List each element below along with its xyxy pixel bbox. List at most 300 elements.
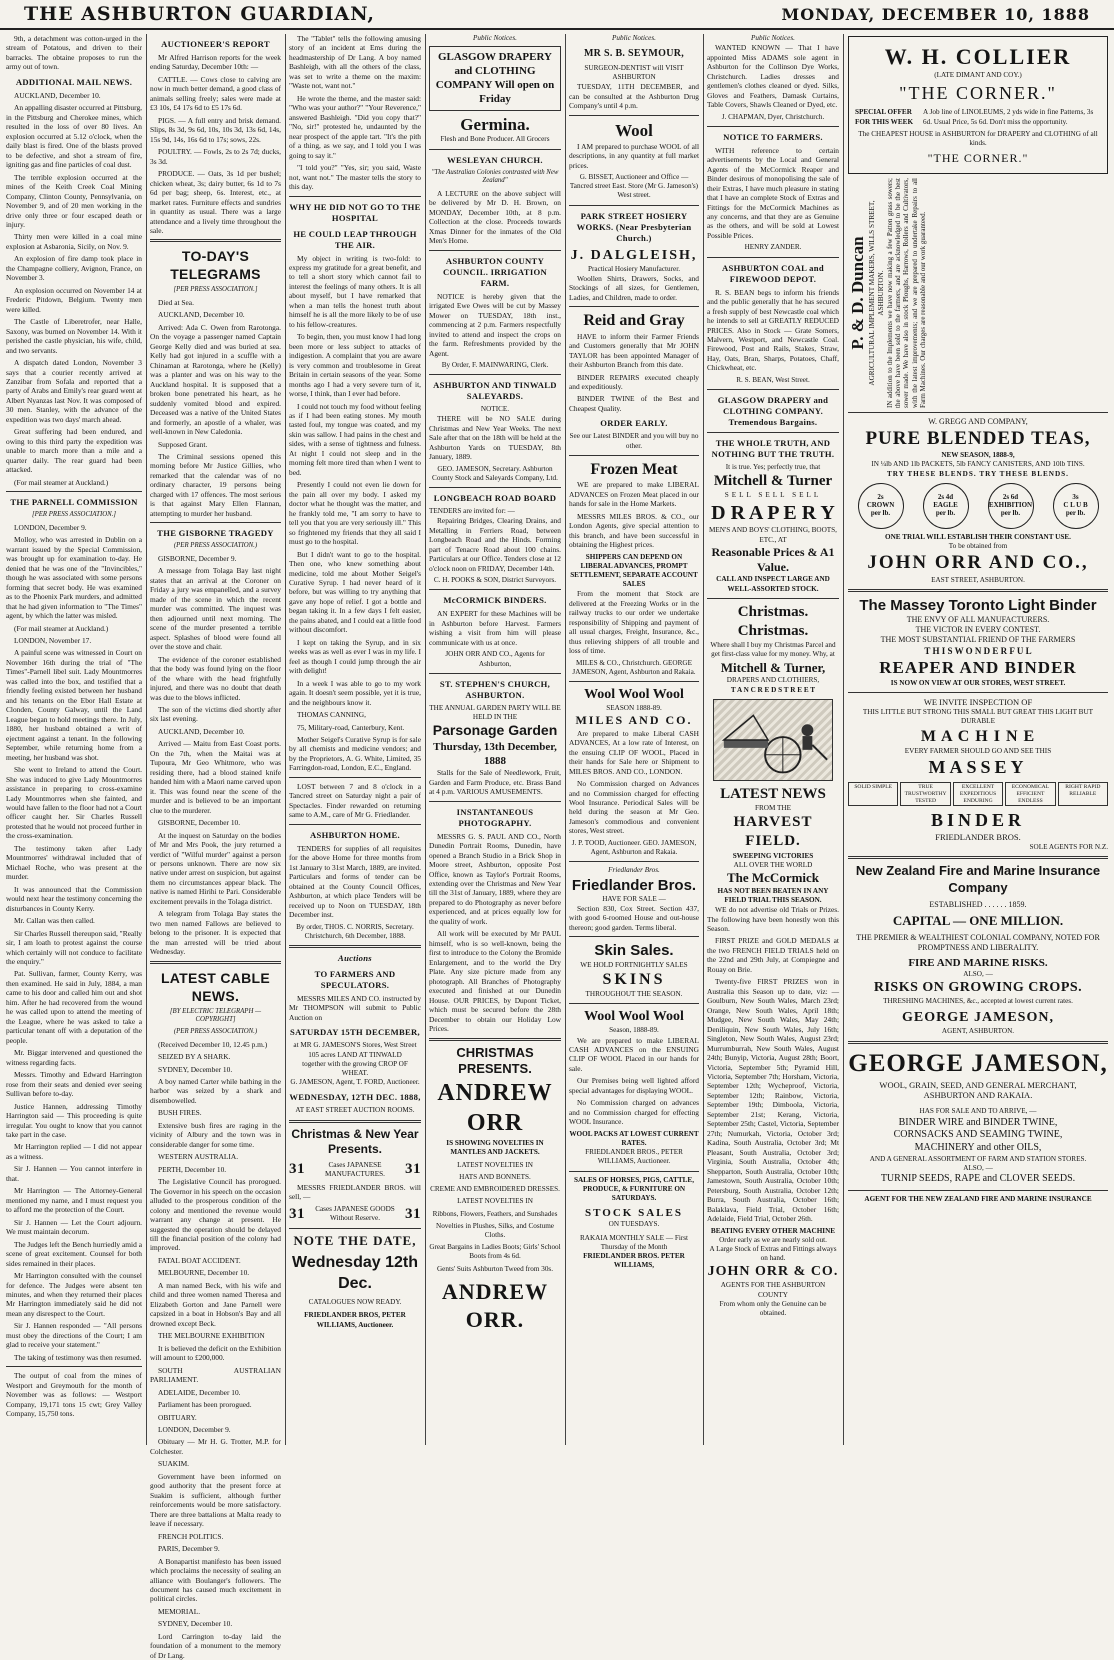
divider	[429, 250, 561, 251]
cornsacks-line: CORNSACKS AND SEAMING TWINE,	[893, 1129, 1063, 1141]
tea-price-stamp	[858, 483, 904, 529]
frozen-meat-body-2: MESSRS MILES BROS. & CO., our London Agents, give special attention to this branch, and have been successful in obtaining the Highest prices.	[569, 511, 699, 550]
mail-paragraph: Thirty men were killed in a coal mine explosion at Asbaronia, Sicily, on Nov. 9.	[6, 232, 142, 251]
st-stephens-heading: ST. STEPHEN'S CHURCH, ASHBURTON.	[439, 678, 551, 700]
cable-paragraph: A Bonapartist manifesto has been issued which proclaims the necessity of sealing an alliance with Boulanger's followers. The document has caused much excitement in political circles.	[150, 1556, 281, 1604]
mccormick-binders-sign: JOHN ORR AND CO., Agents for Ashburton,	[445, 650, 545, 668]
divider	[6, 491, 142, 492]
parnell-paragraph: LONDON, December 9.	[14, 522, 87, 532]
story-body	[289, 34, 421, 192]
stock-sales-sub: ON TUESDAYS.	[608, 1220, 660, 1229]
telegrams-sub: [PER PRESS ASSOCIATION.]	[173, 286, 258, 294]
john-orr-co: JOHN ORR AND CO.,	[867, 552, 1089, 574]
divider	[569, 861, 699, 862]
reasonable-line: Reasonable Prices & A1 Value.	[711, 544, 835, 575]
sales-line: SALES OF HORSES, PIGS, CATTLE, PRODUCE, & FURNITURE ON SATURDAYS.	[573, 1175, 695, 1203]
gisborne-sub: (PER PRESS ASSOCIATION.)	[173, 542, 258, 550]
tea-price-stamp	[1053, 483, 1099, 529]
one-trial: ONE TRIAL WILL ESTABLISH THEIR CONSTANT USE.	[885, 532, 1071, 541]
special-offer-label: SPECIAL OFFER FOR THIS WEEK	[855, 108, 914, 126]
cable-paragraph: A man named Beck, with his wife and child and three women named Theresa and Elizabeth Gorton and Jane Parnell were capsized in a boat in Hobson's Bay and all drowned except Beck.	[150, 1280, 281, 1328]
beaten-line: HAS NOT BEEN BEATEN IN ANY FIELD TRIAL THIS SEASON.	[717, 886, 829, 904]
massey-title: The Massey Toronto Light Binder	[859, 596, 1097, 614]
saleyards-heading: ASHBURTON AND TINWALD SALEYARDS.	[433, 380, 557, 402]
parnell-paragraph: Mr Harrington consulted with the counsel for defence. The Judges were absent ten minutes, and when they returned their places Mr Harrington immediately said he did not mean any disrespect to the Court.	[6, 1271, 142, 1318]
st-stephens-sub: THE ANNUAL GARDEN PARTY WILL BE HELD IN THE	[429, 703, 561, 721]
divider	[429, 801, 561, 802]
stamp-top: 3s	[1072, 493, 1079, 502]
sweeping-line: SWEEPING VICTORIES	[732, 851, 814, 860]
turnip-line: TURNIP SEEDS, RAPE and CLOVER SEEDS.	[880, 1173, 1076, 1185]
friedlander-label: Friedlander Bros.	[608, 866, 660, 875]
divider	[289, 1228, 421, 1229]
auctioneer-heading: AUCTIONEER'S REPORT	[161, 39, 270, 49]
machine-title: M A C H I N E	[920, 727, 1036, 745]
packets-line: IN ¼lb AND 1lb PACKETS, 5lb FANCY CANISTERS, AND 10lb TINS.	[871, 460, 1085, 469]
collier-sub: (LATE DIMANT AND COY.)	[934, 71, 1022, 80]
order-early: ORDER EARLY.	[600, 418, 668, 429]
parnell-paragraph: The testimony taken after Lady Mountmorres' withdrawal included that of Michael Roche, who was present at the murder.	[6, 843, 142, 882]
county-body: NOTICE is hereby given that the irrigated Ewe Owes will be cut by Massey Mower on TUESDAY, 18th inst., commencing at 2 p.m. Farmers respectfully invited to attend and inspect the crops on the farm. Refreshments provided by the Agent.	[429, 291, 561, 358]
column-5	[569, 34, 699, 1445]
cable-sub: [BY ELECTRIC TELEGRAPH — COPYRIGHT]	[169, 1007, 262, 1024]
cable-paragraph: Government have been informed on good authority that the present force at Suakim is sufficient, although further reinforcements would be more satisfactory. There are three battalions at Malta ready to leave if necessary.	[150, 1471, 281, 1529]
miles-title: MILES AND CO.	[575, 713, 693, 728]
christmas-presents-heading: CHRISTMAS PRESENTS.	[456, 1044, 534, 1077]
xmas-presents-heading: Christmas & New Year Presents.	[291, 1126, 419, 1157]
little-line: THIS LITTLE BUT STRONG THIS SMALL BUT GREAT THIS LIGHT BUT DURABLE	[862, 708, 1094, 726]
andrew-orr-line: Gents' Suits Ashburton Tweed from 30s.	[436, 1264, 554, 1273]
christmas-title: Christmas. Christmas.	[737, 603, 809, 640]
gisborne-paragraph: AUCKLAND, December 10.	[158, 726, 245, 736]
cable-paragraph: Obituary — Mr H. G. Trotter, M.P. for Colchester.	[150, 1437, 281, 1456]
also-line-2: ALSO, —	[963, 1164, 993, 1173]
county-heading: ASHBURTON COUNTY COUNCIL. IRRIGATION FARM.	[443, 255, 547, 288]
andrew-orr-title: ANDREW ORR	[437, 1079, 553, 1137]
mail-paragraph: An appalling disaster occurred at Pittsburg, in the Pittsburg and Cherokee mines, which resulted in the loss of over 80 lives. An explosion occurred at 5.12 o'clock, when the daily blast is fired. One of the blasts proved to be defective, and shot a stream of fire, igniting gas and fine particles of coal dust.	[6, 103, 142, 170]
order-line: Order early as we are nearly sold out.	[719, 1235, 827, 1244]
divider	[429, 1038, 561, 1041]
risks-line: RISKS ON GROWING CROPS.	[873, 980, 1083, 996]
longbeach-sign: C. H. POOKS & SON, District Surveyors.	[433, 576, 557, 585]
lost-notice: LOST between 7 and 8 o'clock in a Tancred street on Saturday night a pair of Spectacles. Finder rewarded on returning same to A.M., care of Mr G. Friedlander.	[289, 781, 421, 820]
mens-line: MEN'S AND BOYS' CLOTHING, BOOTS, ETC., AT	[709, 526, 837, 544]
wonderful-line: T H I S W O N D E R F U L	[924, 645, 1032, 656]
massey-qualities	[848, 782, 1108, 806]
mccormick-title: The McCormick	[726, 869, 820, 885]
divider	[707, 389, 839, 390]
shippers-line: SHIPPERS CAN DEPEND ON LIBERAL ADVANCES, PROMPT SETTLEMENT, SEPARATE ACCOUNT SALES	[570, 552, 698, 589]
corner-title-2: "THE CORNER."	[927, 151, 1029, 166]
wool-packs: WOOL PACKS AT LOWEST CURRENT RATES.	[569, 1129, 699, 1147]
cable-paragraph: PERTH, December 10.	[158, 1164, 227, 1174]
first-prize-body: FIRST PRIZE and GOLD MEDALS at the two FRENCH FIELD TRIALS held on the 22nd and 29th July, at Compiegne and Rouay on Brie.	[707, 936, 839, 974]
reaper-machine-icon	[714, 700, 832, 780]
victor-line: THE VICTOR IN EVERY CONTEST.	[915, 625, 1041, 635]
hospital-paragraph: Presently I could not even lie down for the pain all over my body. I asked my doctor what he thought was the matter, and he frankly told me, "I am sorry to have to tell you that you are very seriously ill." This so frightened my friends that they all said I must go to the hospital.	[289, 480, 421, 547]
column-4	[429, 34, 561, 1445]
lot-label: Cases JAPANESE GOODS Without Reserve.	[315, 1204, 395, 1223]
wesleyan-sub: "The Australian Colonies contrasted with New Zealand"	[431, 168, 559, 185]
bean-sign: R. S. BEAN, West Street.	[736, 375, 810, 384]
frozen-meat-body: WE are prepared to make LIBERAL ADVANCES on Frozen Meat placed in our hands for sale in the Home Markets.	[569, 480, 699, 509]
parnell-paragraph: Mr. Callan was then called.	[14, 916, 95, 926]
auctioneer-paragraph: Mr Alfred Harrison reports for the week ending Saturday, December 10th: —	[150, 53, 281, 72]
hospital-subheading: HE COULD LEAP THROUGH THE AIR.	[293, 228, 417, 250]
view-line: IS NOW ON VIEW AT OUR STORES, WEST STREET.	[890, 678, 1066, 687]
cable-paragraph: SYDNEY, December 10.	[158, 1064, 233, 1074]
hospital-paragraph: I kept on taking the Syrup, and in six weeks was as well as ever I was in my life. I feel as though I could jump through the air with delight!	[289, 637, 421, 676]
merchant-line: WOOL, GRAIN, SEED, AND GENERAL MERCHANT,	[879, 1079, 1077, 1090]
mail-paragraph: (For mail steamer at Auckland.)	[14, 477, 109, 487]
gisborne-paragraph: A telegram from Tolaga Bay states the two men named Fallows are believed to belong to the prisoner. It is expected that the man arrested will be tried about Wednesday.	[150, 909, 281, 957]
friedlander-body: Section 830, Cox Street. Section 437, with good 6-roomed House and out-house thereon; good garden. Terms liberal.	[569, 903, 699, 932]
cable-paragraph: (Received December 10, 12.45 p.m.)	[158, 1039, 268, 1049]
andrew-orr-line: LATEST NOVELTIES IN	[457, 1197, 533, 1206]
public-notices-label: Public Notices.	[751, 34, 795, 42]
cable-paragraph: ADELAIDE, December 10.	[158, 1387, 241, 1397]
substantial-line: THE MOST SUBSTANTIAL FRIEND OF THE FARMERS	[880, 635, 1076, 645]
cable-paragraph: SUAKIM.	[158, 1459, 190, 1469]
from-the: FROM THE	[754, 803, 791, 812]
parnell-paragraph: Molloy, who was arrested in Dublin on a warrant issued by the Special Commission, was brought up for examination to-day. He denied that he was one of the "Invincibles," though he was associated with some persons forming that secret body. He was examined as to the Phoenix Park murders, and admitted that he had given information to "The Times" agent, by which the latter was misled.	[6, 535, 142, 621]
stamp-bot: per lb.	[870, 508, 891, 517]
drapers-line: DRAPERS AND CLOTHIERS,	[726, 676, 820, 685]
home-heading: ASHBURTON HOME.	[310, 829, 400, 840]
home-signature: By order, THOS. C. NORRIS, Secretary. Christchurch, 6th December, 1888.	[296, 922, 414, 940]
divider	[569, 306, 699, 307]
gisborne-paragraph: A message from Tolaga Bay last night states that an arrival at the Coroner on Friday a jury was empanelled, and a survey made of the scene in which the recent murder was committed. The inquest was then adjourned until next morning. The scene of the murder presented a terrible aspect. Splashes of blood were found all over the stove and chair.	[150, 566, 281, 652]
divider	[569, 936, 699, 937]
lot-count: 31	[289, 1205, 305, 1222]
andrew-orr-line: Novelties in Plushes, Silks, and Costume Cloths.	[436, 1221, 554, 1239]
seigel-note: Mother Seigel's Curative Syrup is for sale by all chemists and medicine vendors; and by the Proprietors, A. G. White, Limited, 35 Farringdon-road, London, E.C., England.	[289, 735, 421, 773]
divider	[289, 945, 421, 948]
auctioneer-paragraph: PIGS. — A full entry and brisk demand. Slips, 8s 3d, 9s 6d, 10s, 10s 3d, 13s 6d, 14s, 15s 9d, 14s, 16s 6d to 17s; sows, 22s.	[150, 115, 281, 144]
column-1	[6, 34, 142, 1445]
john-orr-end: From whom only the Genuine can be obtained.	[719, 1299, 827, 1317]
ashburton-rakaia-line: ASHBURTON AND RAKAIA.	[923, 1090, 1033, 1101]
divider	[289, 824, 421, 825]
divider	[289, 1120, 421, 1123]
column-rule	[843, 34, 844, 1445]
notice-farmers-body: WITH reference to certain advertisements by the Local and General Agents of the McCormick Reaper and Binder desirous of monopolising the sale of their Extras, I have much pleasure in stating that I have an complete Stock of Extras and Fittings for the McCormick Machines as any concerns, and that they are as Genuine as the others, and will be sold at Lowest Possible Prices.	[707, 145, 839, 240]
tancred-line: T A N C R E D S T R E E T	[730, 685, 816, 694]
skin-sales-sub-2: THROUGHOUT THE SEASON.	[585, 990, 683, 999]
andrew-orr-lines	[429, 1161, 561, 1274]
intro-paragraph: 9th, a detachment was cotton-urged in the stream of Potatous, and driven to their barracks. The obtaine proposes to run the army out of town.	[6, 34, 142, 72]
agent-line: AGENT, ASHBURTON.	[941, 1027, 1015, 1036]
skin-sales-title: Skin Sales.	[594, 942, 674, 960]
note-the-date: NOTE THE DATE,	[293, 1232, 417, 1248]
auctioneer-paragraph: CATTLE. — Cows close to calving are now in much better demand, a good class of animals selling freely; sales were made at £3 10s, £4 17s 6d to £5 17s 6d.	[150, 74, 281, 113]
public-notices-label: Public Notices.	[473, 34, 517, 42]
andrew-orr-footer: ANDREW ORR.	[441, 1278, 549, 1332]
hospital-body	[289, 254, 421, 733]
divider	[569, 205, 699, 206]
stamp-bot: per lb.	[1065, 508, 1086, 517]
miles-sign: J. P. TOOD, Auctioneer. GEO. JAMESON, Agent, Ashburton and Rakaia.	[571, 838, 697, 857]
coal-output: The output of coal from the mines of Westport and Greymouth for the month of November was as follows: — Westport Company, 19,171 tons 15 cwt; Grey Valley Company, 15,750 tons.	[6, 1371, 142, 1419]
lot-count: 31	[289, 1161, 305, 1178]
divider	[429, 487, 561, 488]
saleyards-sign: GEO. JAMESON, Secretary. Ashburton County Stock and Saleyards Company, Ltd.	[432, 464, 558, 482]
parnell-paragraph: LONDON, November 17.	[14, 636, 92, 645]
john-orr-title: JOHN ORR & CO.	[707, 1264, 839, 1280]
divider	[707, 598, 839, 599]
whole-truth: THE WHOLE TRUTH, AND NOTHING BUT THE TRUTH.	[711, 438, 835, 460]
parnell-paragraph: Sir Charles Russell thereupon said, "Really sir, I am loath to protest against the course which certainly will not conduce to facilitate the enquiry."	[6, 928, 142, 966]
cable-paragraph: PARIS, December 9.	[158, 1544, 220, 1554]
established-line: ESTABLISHED . . . . . . 1859.	[929, 899, 1027, 909]
parnell-paragraph: Sir J. Hannen responded — "All persons must obey the directions of the Court; I am glad to receive your statement."	[6, 1321, 142, 1350]
rakaia-line: RAKAIA MONTHLY SALE — First Thursday of the Month	[579, 1233, 689, 1251]
column-2	[150, 34, 281, 1660]
cable-paragraph: LONDON, December 9.	[158, 1424, 231, 1434]
andrew-orr-line: Great Bargains in Ladies Boots; Girls' School Boots from 4s 6d.	[429, 1243, 561, 1261]
county-sign: By Order, F. MAINWARING, Clerk.	[441, 360, 549, 369]
cable-paragraph: Extensive bush fires are raging in the vicinity of Albury and the town was in considerable danger for some time.	[150, 1120, 281, 1149]
fire-marine-line: FIRE AND MARINE RISKS.	[908, 957, 1048, 970]
divider	[150, 961, 281, 964]
every-farmer-line: EVERY FARMER SHOULD GO AND SEE THIS	[904, 746, 1052, 755]
divider	[848, 856, 1108, 859]
auctions-date: SATURDAY 15TH DECEMBER,	[289, 1027, 420, 1038]
george-jameson-small: GEORGE JAMESON,	[902, 1010, 1054, 1026]
gisborne-body	[150, 554, 281, 957]
special-offer-row	[855, 108, 1101, 126]
dalgleish-title: J. DALGLEISH,	[570, 247, 698, 263]
seymour-sub: SURGEON-DENTIST will VISIT ASHBURTON	[584, 64, 684, 82]
gregg-line: W. GREGG AND COMPANY,	[928, 416, 1028, 426]
telegram-paragraph: Died at Sea.	[158, 297, 194, 307]
mail-paragraph: A dispatch dated London, November 3 says that a courier recently arrived at Zanzibar from Sofala and reported that a party of Arabs and Emily's rear guard went at Albert Nyanzas last Nov. It was composed of 30 men. Stanley, with the advance of the expedition was two days' march ahead.	[6, 358, 142, 424]
auctions-body: MESSRS MILES AND CO. instructed by Mr THOMPSON will submit to Public Auction on	[289, 993, 422, 1022]
home-body: TENDERS for supplies of all requisites for the above Home for three months from 1st January to 31st March, 1889, are invited. Particulars and forms of tender can be obtained at the County Council Offices, Ashburton, at which place Tenders will be received up to Noon on TUESDAY, 18th December inst.	[289, 843, 421, 920]
parnell-sub: [PER PRESS ASSOCIATION.]	[31, 511, 116, 519]
photography-body: MESSRS G. S. PAUL AND CO., North Dunedin Portrait Rooms, Dunedin, have opened a Branch Studio in a Brick Shop in Moore street, Ashburton, opposite Post Office, known as Taylor's Portrait Rooms, extending over the Christmas and New Year till the 31st of January, 1889, where they are prepared to do Photography as never before experienced, and at prices equally low for the quality of work.	[429, 831, 561, 926]
cable-paragraph: SYDNEY, December 10.	[158, 1619, 233, 1629]
mail-paragraph: An explosion occurred on November 14 at Frederic Pitdown, Belgium. Twenty men were killed.	[6, 285, 142, 314]
parnell-paragraph: Sir J. Hannen — You cannot interfere in that.	[6, 1164, 142, 1183]
seymour-title: MR S. B. SEYMOUR,	[583, 48, 685, 60]
twenty-five-body: Twenty-five FIRST PRIZES won in Australia this Season up to date, viz: — Goulburn, New South Wales, March 23rd; Orange, New South Wales, April 18th; Mudgee, New South Wales, May 24th; Deniliquin, New South Wales, July 16th; Singleton, New South Wales, August 23rd; Murrumburrah, New South Wales, August 24th; Bunyip, Victoria, August 28th; Boort, Victoria, September 5th; Pyramid Hill, Victoria, September 7th; Horsham, Victoria, September 12th; Wycheproof, Victoria, September 12th; Rainbow, Victoria, September 19th; Dimboola, Victoria, September 21st; Kerang, Victoria, September 25th; Castel, Victoria, September 27th; Numurkah, Victoria, October 3rd; Kadina, South Australia, October 3rd; Mt Pleasant, South Australia, October 3rd; Virginia, South Australia, October 4th; Shepparton, South Australia, October 10th; Jamestown, South Australia, October 10th; Petersburg, South Australia, October 12th; Burra, South Australia, October 16th; Balaklava, Field Trial, October 16th; Adelaide, Field Trial, October 26th.	[707, 977, 839, 1224]
gisborne-paragraph: Arrived — Maitu from East Coast ports. On the 7th, when the Maitai was at Tupoura, Mr Geo Whitmore, who was residing there, had a blood stained knife handed him with a Maori name carved upon it. This was found near the scene of the murder and is believed to be an important clue to the murderer.	[150, 739, 281, 815]
capital-line: CAPITAL — ONE MILLION.	[892, 912, 1064, 928]
where-line: Where shall I buy my Christmas Parcel and get first-class value for my money. Why, at	[710, 641, 836, 659]
notice-farmers-sign: HENRY ZANDER.	[744, 243, 802, 252]
xmas-body: MESSRS FRIEDLANDER BROS. will sell, —	[289, 1182, 421, 1202]
friedlander-line: FRIEDLANDER BROS.	[935, 832, 1021, 843]
divider	[150, 522, 281, 523]
germina-title: Germina.	[460, 114, 530, 134]
mail-paragraph: The Castle of Liberetrofer, near Halle, Saxony, was burned on November 14. With it perished the castle physician, his wife, child, and two servants.	[6, 317, 142, 355]
wanted-sign: J. CHAPMAN, Dyer, Christchurch.	[721, 112, 825, 121]
divider	[569, 115, 699, 116]
lot-label: Cases JAPANESE MANUFACTURES.	[325, 1160, 385, 1178]
parnell-paragraph: (For mail steamer at Auckland.)	[14, 623, 109, 633]
cable-paragraph: WESTERN AUSTRALIA.	[158, 1152, 239, 1162]
public-notices-label: Public Notices.	[612, 34, 656, 42]
lot-count: 31	[405, 1205, 421, 1222]
mail-paragraph: Great suffering had been endured, and owing to this third party the expedition was unable to march more than a mile and a quarter daily. The rear guard had been attacked.	[6, 427, 142, 475]
duncan-body: IN addition to the Implements we have now making a few Patten grass sowers; the above have been sold to the farmers, and are acknowledged to be the best sower made. We have also in stock Ploughs, Harrows, Rollers and Cultivators, with the latest improvements; and we are prepared to undertake Repairs to all Farm Machines. Our charges are reasonable and our work guaranteed.	[885, 177, 928, 408]
stamp-top: 2s 4d	[937, 493, 954, 502]
gisborne-heading: THE GISBORNE TRAGEDY	[157, 528, 274, 539]
andrew-orr-line: LATEST NOVELTIES IN	[457, 1160, 533, 1169]
east-street-line: AT EAST STREET AUCTION ROOMS.	[295, 1106, 415, 1115]
telegram-paragraph: AUCKLAND, December 10.	[158, 310, 245, 320]
divider	[848, 589, 1108, 592]
divider	[6, 1366, 142, 1367]
parsonage-title: Parsonage Garden	[432, 722, 558, 739]
binder-word: BINDER	[930, 810, 1025, 831]
column-3	[289, 34, 421, 1445]
hospital-paragraph: In a week I was able to go to my work again. It doesn't seem possible, yet it is true, and the neighbours know it.	[289, 678, 421, 707]
parnell-paragraph: The Judges left the Bench hurriedly amid a scene of great excitement. Counsel for both sides remained in their places.	[6, 1239, 142, 1268]
miles-body-2: No Commission charged on Advances and no Commission charged for effecting Wool Insurance. Periodical Sales will be held during the season at Mr Geo. Jameson's commodious and convenient stores, West street.	[569, 779, 699, 836]
cable-paragraph: The Legislative Council has prorogued. The Governor in his speech on the occasion alluded to the prosperous condition of the colony and mentioned the revenue would warrant any change at present. He suggested the operation should be delayed till the financial position of the colony had improved.	[150, 1177, 281, 1253]
gisborne-paragraph: The son of the victims died shortly after six last evening.	[150, 704, 281, 724]
dalgleish-sub: Practical Hosiery Manufacturer.	[587, 264, 680, 273]
frozen-meat-title: Frozen Meat	[590, 460, 678, 478]
invite-line: WE INVITE INSPECTION OF	[923, 697, 1033, 708]
cable-paragraph: OBITUARY.	[158, 1412, 197, 1422]
prep-body-2: Our Premises being well lighted afford special advantages for displaying WOOL.	[569, 1076, 699, 1095]
divider	[429, 374, 561, 375]
notice-farmers-heading: NOTICE TO FARMERS.	[723, 131, 823, 142]
longbeach-body: Repairing Bridges, Clearing Drains, and Metalling in Ferriers Road, between Longbeach Road and the Hinds. Forming part of Tenacre Road about 100 chains. Particulars at our Office. Tenders close at 12 o'clock noon on FRIDAY, December 14th.	[429, 516, 561, 573]
threshing-line: THRESHING MACHINES, &c., accepted at lowest current rates.	[883, 997, 1073, 1006]
massey-quality: ECONOMICAL EFFICIENT ENDLESS	[1005, 782, 1055, 806]
massey-word: MASSEY	[928, 757, 1028, 778]
mail-news-heading: ADDITIONAL MAIL NEWS.	[15, 76, 133, 87]
germina-sub: Flesh and Bone Producer. All Grocers	[440, 135, 550, 144]
wool-sign: G. BISSET, Auctioneer and Office — Tancred street East. Store (Mr G. Jameson's) West street.	[569, 173, 699, 200]
harvest-field-title: HARVEST FIELD.	[733, 814, 813, 850]
divider	[569, 455, 699, 456]
corner-title: "THE CORNER."	[899, 83, 1057, 104]
latest-news-title: LATEST NEWS	[720, 785, 826, 802]
cable-heading: LATEST CABLE NEWS.	[160, 969, 271, 1004]
wool-packs-sign: FRIEDLANDER BROS., PETER WILLIAMS, Auctioneer.	[585, 1148, 683, 1166]
we-do-body: WE do not advertise old Trials or Prizes. The following have been honestly won this Season.	[707, 905, 839, 933]
cable-paragraph: Lord Carrington to-day laid the foundation of a monument to the memory of Dr Lang.	[150, 1631, 281, 1660]
parsonage-date: Thursday, 13th December, 1888	[433, 741, 557, 768]
twine-line: BINDER WIRE and BINDER TWINE,	[898, 1116, 1058, 1128]
drapery-title: D R A P E R Y	[711, 501, 835, 524]
andrew-orr-line: HATS AND BONNETS.	[459, 1172, 531, 1181]
season-line: SEASON 1888-89.	[606, 704, 662, 713]
divider	[150, 239, 281, 242]
telegram-paragraph: Arrived: Ada C. Owen from Rarotonga. On the voyage a passenger named Captain George Kelly died and was buried at sea. Kelly had got injured in a scuffle with a Chinaman at Rarotonga, where he (Kelly) was a planter and was on his way to the Auckland hospital. It is supposed that a broken bone penetrated his heart, as he suddenly vomited blood and expired. Deceased was a native of the United States and formerly, an apostle of a whaler, was well-known in New Caledonia.	[150, 322, 281, 437]
duncan-title: P. & D. Duncan	[848, 236, 867, 350]
cable-body	[150, 1040, 281, 1660]
divider	[848, 1190, 1108, 1191]
mitchell-turner-title: Mitchell & Turner	[713, 473, 833, 490]
auctioneer-paragraph: POULTRY. — Fowls, 2s to 2s 7d; ducks, 3s 3d.	[150, 147, 281, 166]
auctioneer-paragraph: PRODUCE. — Oats, 3s 1d per bushel; chicken wheat, 3s; dairy butter, 6s 1d to 7s 6d per bag; sheep, 6s. Interest, etc., at market rates. Furniture effects and sundries in quantity as usual. There was a large attendance and a lively time throughout the sale.	[150, 169, 281, 235]
parnell-paragraph: Mr Harrington replied — I did not appear as a witness.	[6, 1142, 142, 1161]
saleyards-body: THERE will be NO SALE during Christmas and New Year Weeks. The next Sale after that on the 18th will be held at the Ashburton Yards on TUESDAY, 8th January, 1889.	[429, 414, 561, 462]
john-orr-address: EAST STREET, ASHBURTON.	[931, 575, 1025, 584]
story-paragraph: The "Tablet" tells the following amusing story of an incident at Ems during the headmastership of Dr Lang. A boy named Bashleigh, with all the others of the class, was set to write a theme on the maxim: "Waste not, want not."	[289, 34, 421, 91]
sell-line: SELL SELL SELL	[724, 491, 822, 500]
divider	[707, 126, 839, 127]
column-7	[848, 34, 1108, 1445]
andrew-orr-line: Ribbons, Flowers, Feathers, and Sunshades	[432, 1209, 558, 1218]
miles-body: Are prepared to make Liberal CASH ADVANCES, At a low rate of Interest, on the ensuing CLIP OF WOOL, Placed in their hands for Sale here or Shipment to MILES BROS. AND CO., LONDON.	[569, 728, 699, 776]
divider	[429, 149, 561, 150]
mccormick-binders-heading: McCORMICK BINDERS.	[443, 595, 547, 606]
photography-heading: INSTANTANEOUS PHOTOGRAPHY.	[456, 806, 534, 828]
divider	[569, 681, 699, 682]
auctions-place: at MR G. JAMESON'S Stores, West Street 105 acres LAND AT TINWALD	[293, 1041, 417, 1059]
photography-body-2: All work will be executed by Mr PAUL himself, who is so well-known, being the first to introduce to the Colony the Bromide Enlargement, and to the world the Dry Plate. Any size picture made from any photograph. All Branches of Photography executed and finished at our Dunedin House. OUR PRICES, by Dupont Ticket, which must be secured before the 28th December to obtain our Holiday Low Prices.	[429, 929, 561, 1034]
stamp-mid: EXHIBITION	[988, 501, 1033, 509]
mail-paragraph: The terrible explosion occurred at the mines of the Keith Creek Coal Mining Company, Clinton County, Pennsylvania, on November 9, and of 20 men working in the drive only three or four escaped death or injury.	[6, 172, 142, 229]
column-rule	[285, 34, 286, 1445]
gisborne-paragraph: At the inquest on Saturday on the bodies of Mr and Mrs Pook, the jury returned a verdict of "Wilful murder" against a person or persons unknown. There are now six native under arrest on suspicion, but against them no circumstances appear black. The native is named Hirihi te Pari. Considerable excitement prevails in the Tolaga district.	[150, 830, 281, 906]
bean-body: R. S. BEAN begs to inform his friends and the public generally that he has secured a fresh supply of best Newcastle coal which he intends to sell at GREATLY REDUCED PRICES. Also in Stock — Grate Somers, Malvern, Westport, and Newcastle Coal. Firewood, Post and Rails, Stakes, Straw, Hay, Oats, Bran, Sharps, Potatoes, Chaff, Chickwheat, etc.	[707, 287, 839, 373]
try-line: TRY THESE BLENDS. TRY THESE BLENDS.	[887, 469, 1069, 478]
george-jameson-big: GEORGE JAMESON,	[848, 1049, 1108, 1077]
divider	[429, 589, 561, 590]
nz-insurance-title: New Zealand Fire and Marine Insurance Company	[855, 863, 1101, 896]
gisborne-paragraph: The evidence of the coroner established that the body was found lying on the floor of the whare with the head frightfully injured, and there was no doubt that death was due to the blows inflicted.	[150, 654, 281, 702]
mail-paragraph: An explosion of fire damp took place in the Champagne colliery, Avignon, France, on November 3.	[6, 254, 142, 283]
auctioneer-body	[150, 53, 281, 235]
cable-paragraph: SOUTH AUSTRALIAN PARLIAMENT.	[150, 1365, 281, 1385]
cable-paragraph: A boy named Carter while bathing in the harbor was seized by a shark and disembowelled.	[150, 1076, 281, 1105]
cable-paragraph: BUSH FIRES.	[158, 1108, 202, 1118]
reid-gray-title: Reid and Gray	[583, 312, 685, 330]
stock-sales-title: STOCK SALES	[585, 1207, 683, 1220]
cheapest-line: The CHEAPEST HOUSE in ASHBURTON for DRAPERY and CLOTHING of all kinds.	[858, 129, 1098, 148]
hospital-paragraph: But I didn't want to go to the hospital. Then one, who knew something about medicine, told me about Mother Seigel's Curative Syrup. I had never heard of it before, but was willing to try anything that gave any hope of relief. I got a bottle and began taking it. In a few days I felt easier, the pains abated, and I could eat a little food without discomfort.	[289, 549, 421, 635]
auctions-sub: TO FARMERS AND SPECULATORS.	[314, 968, 396, 990]
cable-paragraph: It is believed the deficit on the Exhibition will amount to £200,000.	[150, 1343, 281, 1363]
hospital-heading: WHY HE DID NOT GO TO THE HOSPITAL	[289, 201, 421, 223]
season-line-2: Season, 1888-89.	[609, 1026, 659, 1035]
column-rule	[146, 34, 147, 1445]
gisborne-paragraph: GISBORNE, December 10.	[158, 818, 241, 828]
hospital-paragraph: To begin, then, you must know I had long been more or less subject to attacks of indigestion. A complaint that you are aware is very common and troublesome in Great Britain in certain seasons of the year. Some months ago I had a very severe turn of it, worse, I think, than I ever had before.	[289, 332, 421, 399]
andrew-orr-sub: IS SHOWING NOVELTIES IN MANTLES AND JACKETS.	[446, 1139, 544, 1157]
wesleyan-body: A LECTURE on the above subject will be delivered by Mr D. H. Brown, on MONDAY, December 10th, at 8 p.m. Collection at the close. Proceeds towards Xmas Dinner for the inmates of the Old Men's Home.	[429, 188, 561, 246]
telegram-paragraph: Supposed Grant.	[158, 439, 208, 449]
wanted-body: WANTED KNOWN — That I have appointed Miss ADAMS sole agent in Ashburton for the Collinson Dye Works, Christchurch. Ladies dresses and gentlemen's clothes cleaned or dyed. Silks, Gloves and Feathers, Damask Curtains, Table Covers, Shawls Cleaned or Dyed, etc.	[707, 43, 839, 110]
stamp-bot: per lb.	[935, 508, 956, 517]
coal-depot-heading: ASHBURTON COAL and FIREWOOD DEPOT.	[722, 262, 824, 284]
stamp-mid: CROWN	[866, 501, 895, 509]
prep-body: We are prepared to make LIBERAL CASH ADVANCES on the ENSUING CLIP OF WOOL Placed in our hands for sale.	[569, 1035, 699, 1073]
masthead	[0, 0, 1114, 30]
parnell-paragraph: Mr Harrington — The Attorney-General mentioned my name, and I must request you to afford me the protection of the Court.	[6, 1186, 142, 1215]
reid-gray-body: HAVE to inform their Farmer Friends and Customers generally that Mr JOHN TAYLOR has been appointed Manager of their Ashburton Branch from this date.	[569, 331, 699, 370]
telegrams-heading: TO-DAY'S TELEGRAMS	[170, 248, 261, 283]
john-orr-sub: AGENTS FOR THE ASHBURTON COUNTY	[720, 1281, 826, 1299]
farm-stores-line: AND A GENERAL ASSORTMENT OF FARM AND STATION STORES.	[869, 1154, 1087, 1163]
collier-ad	[848, 36, 1108, 174]
divider	[848, 412, 1108, 413]
reaper-binder-title: REAPER AND BINDER	[879, 658, 1077, 678]
cable-paragraph: Parliament has been prorogued.	[158, 1400, 252, 1410]
cable-paragraph: MEMORIAL.	[158, 1606, 201, 1616]
glasgow-text: GLASGOW DRAPERY and CLOTHING COMPANY Will open on Friday	[435, 51, 555, 106]
envy-line: THE ENVY OF ALL MANUFACTURERS.	[906, 615, 1050, 624]
divider	[429, 673, 561, 674]
